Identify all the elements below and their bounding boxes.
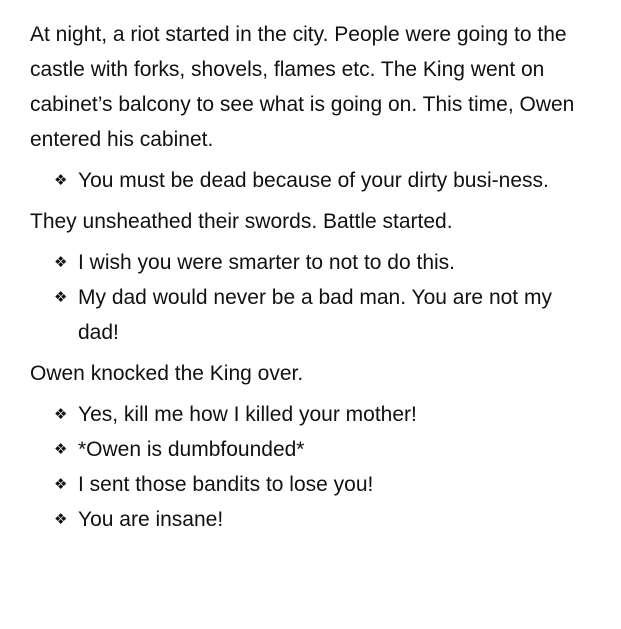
- four-diamond-bullet-icon: ❖: [54, 475, 68, 493]
- list-item: [30, 163, 596, 198]
- list-item: [30, 432, 596, 467]
- paragraph-riot: At night, a riot started in the city. People were going to the castle with forks, shovels, flames etc. The King went on cabinet’s balcony to see what is going on. This time, Owen entered his cabinet.: [30, 23, 575, 151]
- paragraph-battle: They unsheathed their swords. Battle started.: [30, 210, 453, 233]
- four-diamond-bullet-icon: ❖: [54, 510, 68, 528]
- list-item: [30, 397, 596, 432]
- list-item-text: You are insane!: [78, 508, 224, 531]
- list-item: [30, 467, 596, 502]
- four-diamond-bullet-icon: ❖: [54, 288, 68, 306]
- list-item: [30, 245, 596, 280]
- dialogue-list-1: [30, 163, 596, 198]
- four-diamond-bullet-icon: ❖: [54, 171, 68, 189]
- document-page: [30, 17, 596, 543]
- list-item-text: My dad would never be a bad man. You are not my dad!: [78, 286, 552, 344]
- paragraph-knocked-over: Owen knocked the King over.: [30, 362, 304, 385]
- list-item-text: I wish you were smarter to not to do this.: [78, 251, 455, 274]
- list-item: [30, 280, 596, 350]
- dialogue-list-2: [30, 245, 596, 350]
- four-diamond-bullet-icon: ❖: [54, 405, 68, 423]
- list-item-text: Yes, kill me how I killed your mother!: [78, 403, 417, 426]
- list-item-text: You must be dead because of your dirty busi-ness.: [78, 169, 549, 192]
- list-item: [30, 502, 596, 537]
- four-diamond-bullet-icon: ❖: [54, 440, 68, 458]
- dialogue-list-3: [30, 397, 596, 537]
- list-item-text: I sent those bandits to lose you!: [78, 473, 374, 496]
- four-diamond-bullet-icon: ❖: [54, 253, 68, 271]
- list-item-text: *Owen is dumbfounded*: [78, 438, 305, 461]
